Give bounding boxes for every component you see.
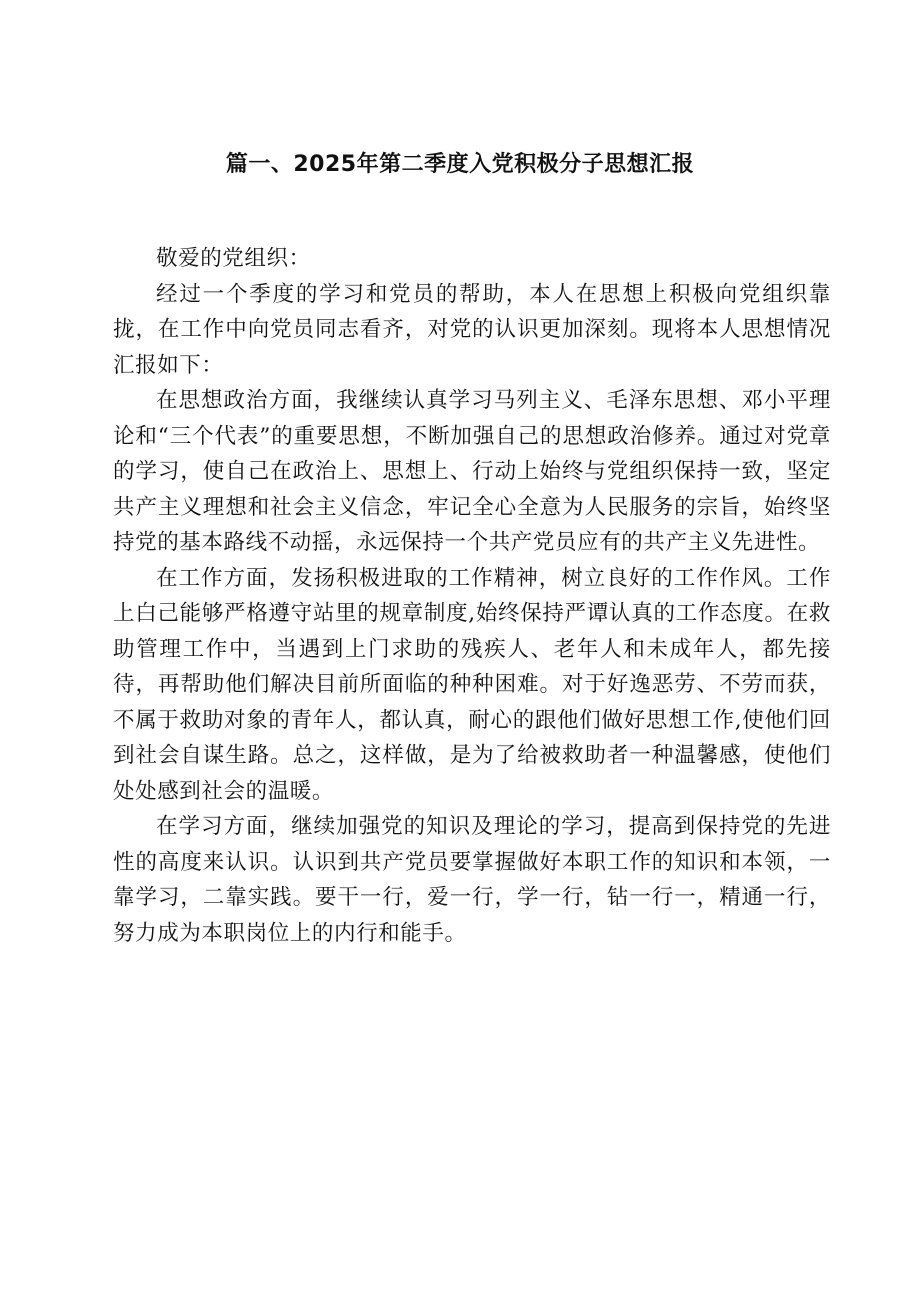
paragraph-work: 在工作方面，发扬积极进取的工作精神，树立良好的工作作风。工作上白己能够严格遵守站里的规章制度,始终保持严谭认真的工作态度。在救助管理工作中，当遇到上门求助的残疾人、老年人和未成年人，都先接待，再帮助他们解决目前所面临的种种困难。对于好逸恶劳、不劳而获，不属于救助对象的青年人，都认真，耐心的跟他们做好思想工作,使他们回到社会自谋生路。总之，这样做，是为了给被救助者一种温馨感，使他们处处感到社会的温暖。 xyxy=(113,565,831,804)
paragraph-study: 在学习方面，继续加强党的知识及理论的学习，提高到保持党的先进性的高度来认识。认识到共产党员要掌握做好本职工作的知识和本领，一靠学习，二靠实践。要干一行，爱一行，学一行，钻一行一，精通一行，努力成为本职岗位上的内行和能手。 xyxy=(113,814,831,946)
paragraph-intro: 经过一个季度的学习和党员的帮助，本人在思想上积极向党组织靠拢，在工作中向党员同志看齐，对党的认识更加深刻。现将本人思想情况汇报如下： xyxy=(113,281,831,378)
document-body xyxy=(113,241,831,951)
document-title: 篇一、2025年第二季度入党积极分子思想汇报 xyxy=(225,152,695,177)
salutation: 敬爱的党组织： xyxy=(156,246,311,271)
paragraph-ideology: 在思想政治方面，我继续认真学习马列主义、毛泽东思想、邓小平理论和“三个代表”的重要思想，不断加强自己的思想政治修养。通过对党章的学习，使自己在政治上、思想上、行动上始终与党组织保持一致，坚定共产主义理想和社会主义信念，牢记全心全意为人民服务的宗旨，始终坚持党的基本路线不动摇，永远保持一个共产党员应有的共产主义先进性。 xyxy=(113,388,831,555)
